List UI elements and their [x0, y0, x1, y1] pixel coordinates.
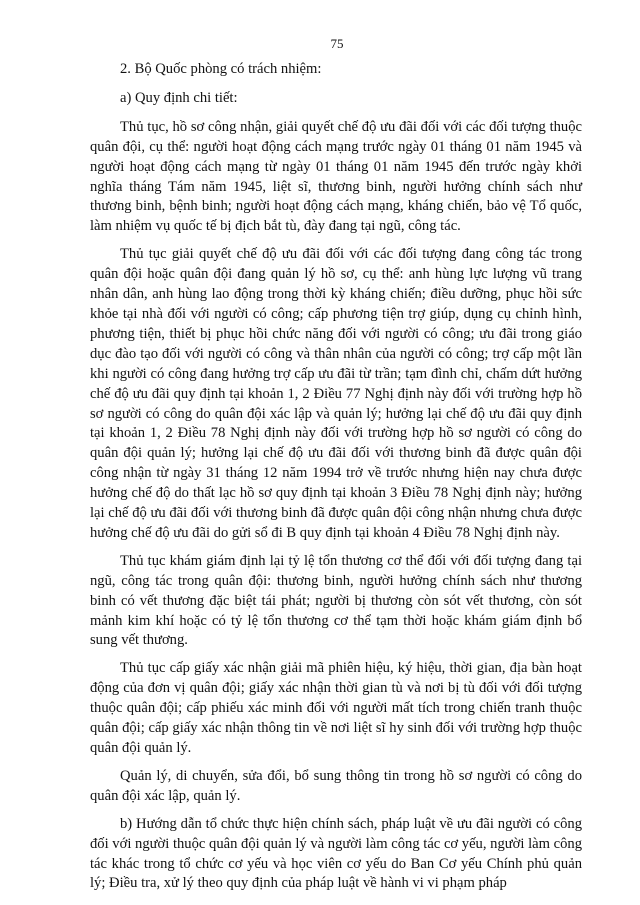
paragraph-records-management: Quản lý, di chuyển, sửa đổi, bổ sung thông tin trong hồ sơ người có công do quân đội xác lập, quản lý. [90, 767, 582, 804]
subsection-heading-a: a) Quy định chi tiết: [120, 89, 238, 106]
paragraph-recognition-procedures: Thủ tục, hồ sơ công nhận, giải quyết chế độ ưu đãi đối với các đối tượng thuộc quân đội, cụ thể: người hoạt động cách mạng trước ngày 01 tháng 01 năm 1945 và người hoạt động cách mạng từ ngày 01 tháng 01 năm 1945 đến trước ngày khởi nghĩa tháng Tám năm 1945, liệt sĩ, thương binh, người hưởng chính sách như thương binh, bệnh binh; người hoạt động cách mạng, kháng chiến, bảo vệ Tổ quốc, làm nhiệm vụ quốc tế bị địch bắt tù, đày đang tại ngũ, công tác. [90, 118, 582, 235]
paragraph-certification-procedures: Thủ tục cấp giấy xác nhận giải mã phiên hiệu, ký hiệu, thời gian, địa bàn hoạt động của đơn vị quân đội; giấy xác nhận thời gian tù và nơi bị tù đối với đối tượng thuộc quân đội; cấp phiếu xác minh đối với người mất tích trong chiến tranh thuộc quân đội; cấp giấy xác nhận thông tin về nơi liệt sĩ hy sinh đối với trường hợp thuộc quân đội quản lý. [90, 660, 582, 756]
paragraph-preferential-regime-procedures: Thủ tục giải quyết chế độ ưu đãi đối với các đối tượng đang công tác trong quân đội hoặc quân đội đang quản lý hồ sơ, cụ thể: anh hùng lực lượng vũ trang nhân dân, anh hùng lao động trong thời kỳ kháng chiến; điều dưỡng, phục hồi sức khỏe tại nhà đối với người có công; cấp phương tiện trợ giúp, dụng cụ chỉnh hình, phương tiện, thiết bị phục hồi chức năng đối với người có công; ưu đãi trong giáo dục đào tạo đối với người có công và thân nhân của người có công; trợ cấp một lần khi người có công đang hưởng trợ cấp ưu đãi từ trần; tạm đình chỉ, chấm dứt hưởng chế độ ưu đãi quy định tại khoản 1, 2 Điều 77 Nghị định này đối với trường hợp hồ sơ người có công do quân đội xác lập và quản lý; hưởng lại chế độ ưu đãi quy định tại khoản 1, 2 Điều 78 Nghị định này đối với trường hợp hồ sơ người có công do quân đội quản lý; hưởng lại chế độ ưu đãi đối với thương binh đã được quân đội công nhận từ ngày 31 tháng 12 năm 1994 trở về trước nhưng hiện nay chưa được hưởng chế độ do thất lạc hồ sơ quy định tại khoản 3 Điều 78 Nghị định này; hưởng lại chế độ ưu đãi đối với thương binh đã được quân đội công nhận nhưng chưa được hưởng chế độ ưu đãi do gửi sổ đi B quy định tại khoản 4 Điều 78 Nghị định này. [90, 246, 582, 541]
section-heading: 2. Bộ Quốc phòng có trách nhiệm: [120, 61, 322, 77]
page-number: 75 [330, 36, 344, 51]
paragraph-medical-examination-procedures: Thủ tục khám giám định lại tỷ lệ tổn thương cơ thể đối với đối tượng đang tại ngũ, công tác trong quân đội: thương binh, người hưởng chính sách như thương binh có vết thương đặc biệt tái phát; người bị thương còn sót vết thương, còn sót mảnh kim khí hoặc có tỷ lệ tổn thương cơ thể tạm thời hoặc khám giám định bổ sung vết thương. [90, 552, 582, 649]
paragraph-implementation-guidance: b) Hướng dẫn tổ chức thực hiện chính sách, pháp luật về ưu đãi người có công đối với người thuộc quân đội quản lý và người làm công tác cơ yếu, người làm công tác khác trong tổ chức cơ yếu và học viên cơ yếu do Ban Cơ yếu Chính phủ quản lý; Điều tra, xử lý theo quy định của pháp luật về hành vi vi phạm pháp [90, 815, 582, 892]
